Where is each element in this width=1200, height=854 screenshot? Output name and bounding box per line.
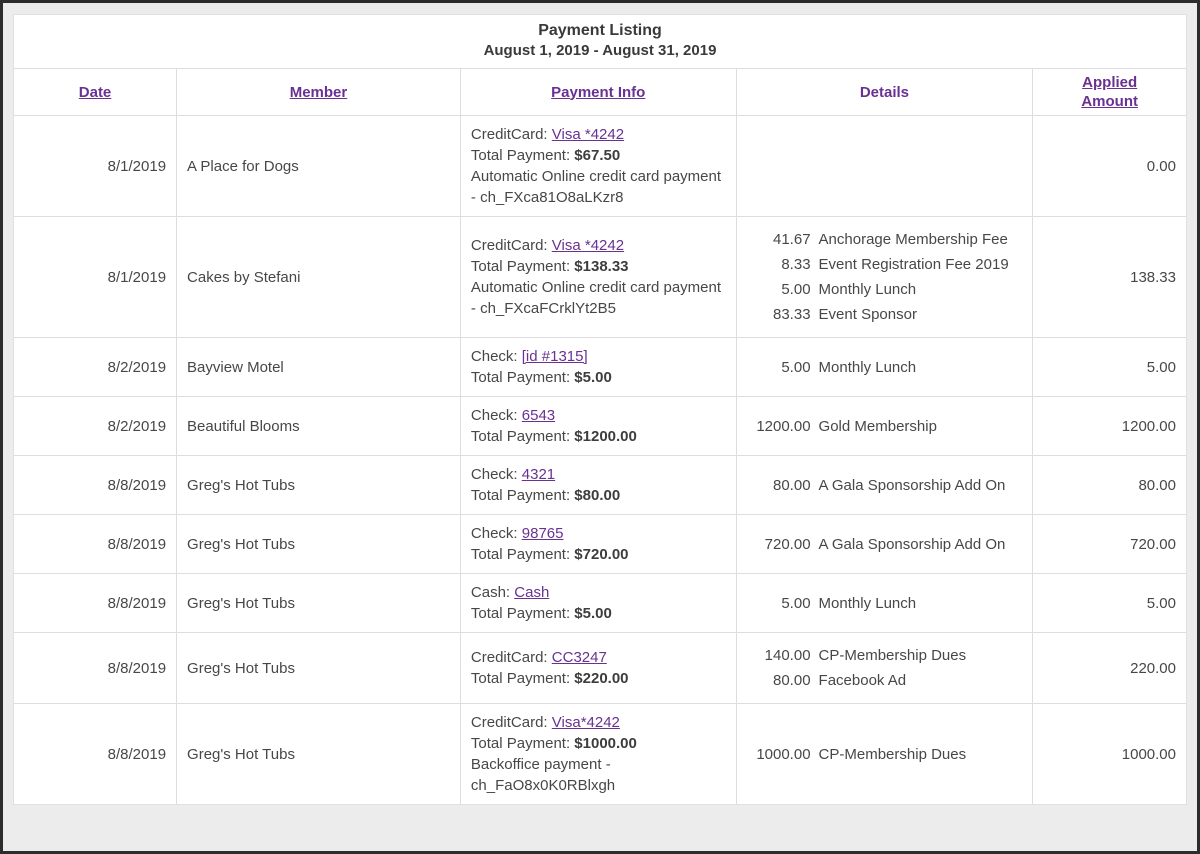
payment-reference-link[interactable]: Visa *4242 <box>551 126 625 143</box>
payment-reference-link[interactable]: Cash <box>514 584 550 601</box>
applied-amount: 80.00 <box>1033 456 1187 515</box>
payment-date: 8/1/2019 <box>14 217 177 338</box>
payment-method-line <box>471 346 726 367</box>
report-date-range: August 1, 2019 - August 31, 2019 <box>483 42 717 59</box>
payment-listing-table <box>13 14 1187 805</box>
payment-date: 8/8/2019 <box>14 456 177 515</box>
detail-description: Facebook Ad <box>818 672 907 689</box>
detail-items-list <box>743 357 1027 378</box>
details-cell <box>736 633 1033 704</box>
payment-method-label: Check: <box>470 348 518 365</box>
payment-method-line <box>471 405 726 426</box>
payment-row <box>14 574 1187 633</box>
payment-info-sort-link[interactable]: Payment Info <box>551 83 646 101</box>
total-payment-amount: $67.50 <box>574 147 621 164</box>
payment-info-cell <box>460 116 736 217</box>
payment-reference-link[interactable]: 6543 <box>521 407 556 424</box>
payment-method-line <box>471 523 726 544</box>
member-name: Bayview Motel <box>177 338 461 397</box>
payment-date: 8/8/2019 <box>14 704 177 805</box>
payment-info-cell <box>460 633 736 704</box>
detail-line-item <box>743 534 1027 555</box>
total-payment-amount: $720.00 <box>574 546 629 563</box>
payment-note: Backoffice payment - ch_FaO8x0K0RBlxgh <box>470 756 616 794</box>
payment-row <box>14 704 1187 805</box>
detail-line-item <box>743 279 1027 300</box>
detail-amount: 41.67 <box>773 231 811 248</box>
payment-info-cell <box>460 397 736 456</box>
total-payment-label: Total Payment: <box>470 147 571 164</box>
payment-method-label: Check: <box>470 525 518 542</box>
column-header-applied-amount[interactable] <box>1033 69 1187 116</box>
detail-description: CP-Membership Dues <box>818 647 967 664</box>
column-header-payment-info[interactable] <box>460 69 736 116</box>
payment-row <box>14 397 1187 456</box>
payment-info-cell <box>460 574 736 633</box>
total-payment-amount: $80.00 <box>574 487 621 504</box>
payment-row <box>14 633 1187 704</box>
detail-items-list <box>743 475 1027 496</box>
detail-description: Event Registration Fee 2019 <box>818 256 1009 273</box>
detail-line-item <box>743 304 1027 325</box>
total-payment-amount: $220.00 <box>574 670 629 687</box>
applied-amount: 5.00 <box>1033 338 1187 397</box>
detail-line-item <box>743 670 1027 691</box>
payment-row <box>14 217 1187 338</box>
column-header-details <box>736 69 1033 116</box>
member-name: Greg's Hot Tubs <box>177 574 461 633</box>
applied-amount: 720.00 <box>1033 515 1187 574</box>
total-payment-line <box>471 668 726 689</box>
detail-line-item <box>743 254 1027 275</box>
payment-date: 8/2/2019 <box>14 397 177 456</box>
member-name: Cakes by Stefani <box>177 217 461 338</box>
detail-amount: 720.00 <box>764 535 811 553</box>
details-cell <box>736 515 1033 574</box>
detail-items-list <box>743 593 1027 614</box>
applied-amount: 1000.00 <box>1033 704 1187 805</box>
member-name: A Place for Dogs <box>177 116 461 217</box>
detail-amount: 1000.00 <box>756 745 811 763</box>
payment-reference-link[interactable]: Visa *4242 <box>551 237 625 254</box>
payment-method-line <box>471 582 726 603</box>
detail-line-item <box>743 744 1027 765</box>
detail-amount: 1200.00 <box>756 417 811 435</box>
total-payment-label: Total Payment: <box>470 735 571 752</box>
payment-method-line <box>471 712 726 733</box>
payment-method-line <box>471 124 726 145</box>
payment-rows-body <box>14 116 1187 805</box>
payment-info-cell <box>460 456 736 515</box>
member-name: Greg's Hot Tubs <box>177 515 461 574</box>
payment-method-label: CreditCard: <box>470 649 548 666</box>
total-payment-line <box>471 367 726 388</box>
payment-date: 8/2/2019 <box>14 338 177 397</box>
detail-line-item <box>743 645 1027 666</box>
detail-description: Monthly Lunch <box>818 358 917 376</box>
applied-amount-sort-link[interactable]: Applied Amount <box>1081 74 1138 110</box>
details-cell <box>736 574 1033 633</box>
payment-method-label: CreditCard: <box>470 714 548 731</box>
details-cell <box>736 116 1033 217</box>
detail-description: CP-Membership Dues <box>818 745 967 763</box>
date-sort-link[interactable]: Date <box>78 83 112 101</box>
payment-reference-link[interactable]: Visa*4242 <box>551 714 620 731</box>
payment-date: 8/1/2019 <box>14 116 177 217</box>
payment-method-label: CreditCard: <box>470 126 548 143</box>
detail-amount: 5.00 <box>781 358 811 376</box>
detail-items-list <box>743 744 1027 765</box>
payment-method-line <box>471 235 726 256</box>
member-name: Greg's Hot Tubs <box>177 633 461 704</box>
detail-amount: 80.00 <box>773 476 811 494</box>
detail-items-list <box>743 229 1027 325</box>
detail-items-list <box>743 645 1027 691</box>
detail-items-list <box>743 534 1027 555</box>
total-payment-line <box>471 544 726 565</box>
total-payment-line <box>471 426 726 447</box>
payment-method-label: CreditCard: <box>470 237 548 254</box>
column-header-date[interactable] <box>14 69 177 116</box>
total-payment-amount: $5.00 <box>574 605 612 622</box>
payment-method-label: Cash: <box>470 584 511 601</box>
total-payment-amount: $5.00 <box>574 369 612 386</box>
detail-line-item <box>743 357 1027 378</box>
detail-description: Anchorage Membership Fee <box>818 231 1008 248</box>
detail-description: Monthly Lunch <box>818 594 917 612</box>
detail-line-item <box>743 475 1027 496</box>
detail-description: Event Sponsor <box>818 306 917 323</box>
payment-method-line <box>471 464 726 485</box>
total-payment-line <box>471 733 726 754</box>
detail-amount: 5.00 <box>781 281 811 298</box>
member-name: Greg's Hot Tubs <box>177 704 461 805</box>
detail-line-item <box>743 593 1027 614</box>
payment-row <box>14 456 1187 515</box>
total-payment-label: Total Payment: <box>470 487 571 504</box>
applied-amount: 5.00 <box>1033 574 1187 633</box>
total-payment-line <box>471 603 726 624</box>
applied-amount: 220.00 <box>1033 633 1187 704</box>
member-name: Greg's Hot Tubs <box>177 456 461 515</box>
payment-date: 8/8/2019 <box>14 574 177 633</box>
total-payment-line <box>471 145 726 166</box>
payment-reference-link[interactable]: 4321 <box>521 466 556 483</box>
detail-description: A Gala Sponsorship Add On <box>818 476 1006 494</box>
total-payment-label: Total Payment: <box>470 428 571 445</box>
member-sort-link[interactable]: Member <box>289 83 348 101</box>
total-payment-label: Total Payment: <box>470 369 571 386</box>
payment-date: 8/8/2019 <box>14 633 177 704</box>
payment-note: Automatic Online credit card payment - ch_FXca81O8aLKzr8 <box>470 168 722 206</box>
detail-description: Gold Membership <box>818 417 937 435</box>
applied-amount: 1200.00 <box>1033 397 1187 456</box>
payment-method-label: Check: <box>470 466 518 483</box>
detail-line-item <box>743 229 1027 250</box>
detail-description: Monthly Lunch <box>818 281 917 298</box>
column-header-member[interactable] <box>177 69 461 116</box>
details-cell <box>736 704 1033 805</box>
detail-amount: 140.00 <box>764 647 811 664</box>
detail-items-list <box>743 416 1027 437</box>
applied-amount: 138.33 <box>1033 217 1187 338</box>
details-cell <box>736 338 1033 397</box>
payment-note: Automatic Online credit card payment - ch_FXcaFCrklYt2B5 <box>470 279 722 317</box>
report-title: Payment Listing <box>538 22 662 39</box>
payment-method-label: Check: <box>470 407 518 424</box>
payment-info-cell <box>460 217 736 338</box>
total-payment-line <box>471 256 726 277</box>
applied-amount: 0.00 <box>1033 116 1187 217</box>
report-title-row <box>14 15 1187 69</box>
total-payment-amount: $1000.00 <box>574 735 637 752</box>
payment-row <box>14 338 1187 397</box>
payment-reference-link[interactable]: [id #1315] <box>521 348 588 365</box>
total-payment-label: Total Payment: <box>470 670 571 687</box>
detail-amount: 5.00 <box>781 594 811 612</box>
column-header-row <box>14 69 1187 116</box>
detail-line-item <box>743 416 1027 437</box>
details-cell <box>736 217 1033 338</box>
total-payment-amount: $1200.00 <box>574 428 637 445</box>
details-header-label: Details <box>859 83 910 101</box>
payment-info-cell <box>460 515 736 574</box>
payment-info-cell <box>460 338 736 397</box>
member-name: Beautiful Blooms <box>177 397 461 456</box>
payment-row <box>14 116 1187 217</box>
report-header <box>14 15 1187 69</box>
detail-amount: 80.00 <box>773 672 811 689</box>
payment-reference-link[interactable]: 98765 <box>521 525 564 542</box>
detail-description: A Gala Sponsorship Add On <box>818 535 1006 553</box>
total-payment-label: Total Payment: <box>470 258 571 275</box>
payment-date: 8/8/2019 <box>14 515 177 574</box>
total-payment-label: Total Payment: <box>470 546 571 563</box>
payment-method-line <box>471 647 726 668</box>
details-cell <box>736 456 1033 515</box>
payment-row <box>14 515 1187 574</box>
detail-amount: 8.33 <box>781 256 811 273</box>
total-payment-line <box>471 485 726 506</box>
payment-reference-link[interactable]: CC3247 <box>551 649 607 666</box>
total-payment-label: Total Payment: <box>470 605 571 622</box>
detail-amount: 83.33 <box>773 306 811 323</box>
payment-info-cell <box>460 704 736 805</box>
total-payment-amount: $138.33 <box>574 258 629 275</box>
details-cell <box>736 397 1033 456</box>
